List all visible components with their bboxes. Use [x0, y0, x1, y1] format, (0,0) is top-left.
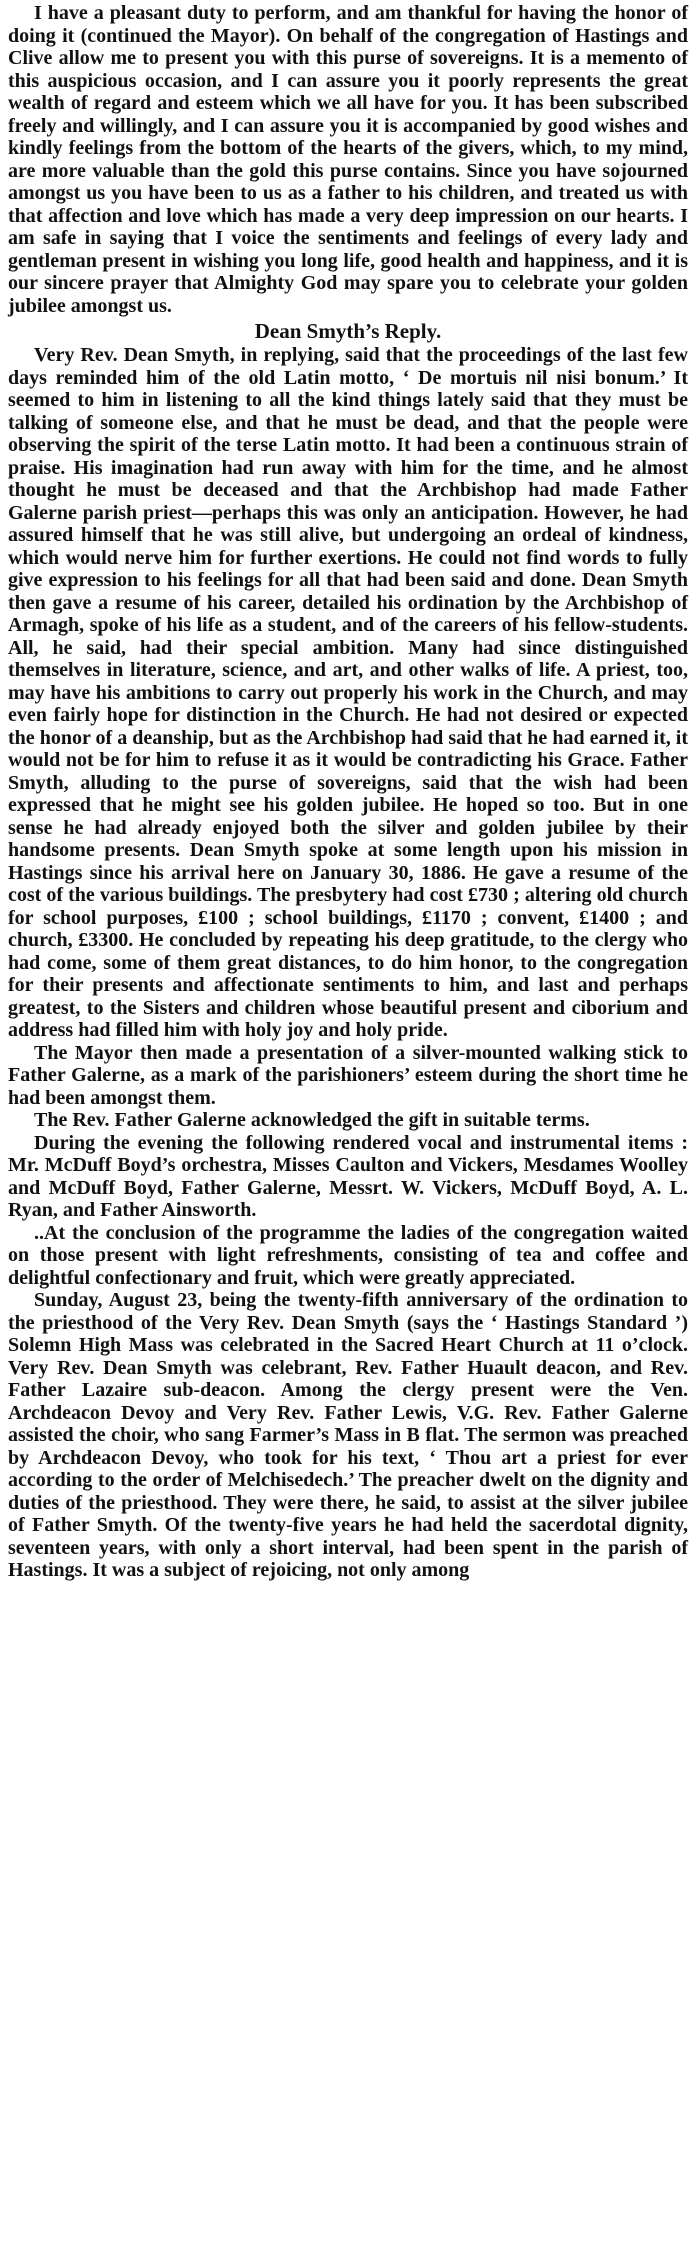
- section-heading: Dean Smyth’s Reply.: [254, 319, 442, 343]
- refreshments-paragraph: ..At the conclusion of the programme the ladies of the congregation waited on those present with light refreshments, consisting of tea and coffee and delightful confectionary and fruit, which were greatly appreciated.: [8, 1221, 688, 1289]
- walking-stick-paragraph: The Mayor then made a presentation of a silver-mounted walking stick to Father Galerne, as a mark of the parishioners’ esteem during the short time he had been amongst them.: [8, 1041, 688, 1109]
- galerne-acknowledgement-paragraph: The Rev. Father Galerne acknowledged the gift in suitable terms.: [34, 1109, 590, 1131]
- dean-reply-paragraph: Very Rev. Dean Smyth, in replying, said that the proceedings of the last few days reminded him of the old Latin motto, ‘ De mortuis nil nisi bonum.’ It seemed to him in listening to all the kind things lately said that they must be talking of someone else, and that he must be dead, and that the people were observing the spirit of the terse Latin motto. It had been a continuous strain of praise. His imagination had run away with him for the time, and he almost thought he must be deceased and that the Archbishop had made Father Galerne parish priest—perhaps this was only an anticipation. However, he had assured himself that he was still alive, but undergoing an ordeal of kindness, which would nerve him for further exertions. He could not find words to fully give expression to his feelings for all that had been said and done. Dean Smyth then gave a resume of his career, detailed his ordination by the Archbishop of Armagh, spoke of his life as a student, and of the careers of his fellow-students. All, he said, had their special ambition. Many had since distinguished themselves in literature, science, and art, and other walks of life. A priest, too, may have his ambitions to carry out properly his work in the Church, and may even fairly hope for distinction in the Church. He had not desired or expected the honor of a deanship, but as the Archbishop had said that he had earned it, it would not be for him to refuse it as it would be contradicting his Grace. Father Smyth, alluding to the purse of sovereigns, said that the wish had been expressed that he might see his golden jubilee. He hoped so too. But in one sense he had already enjoyed both the silver and golden jubilee by their handsome presents. Dean Smyth spoke at some length upon his mission in Hastings since his arrival here on January 30, 1886. He gave a resume of the cost of the various buildings. The presbytery had cost £730 ; altering old church for school purposes, £100 ; school buildings, £1170 ; convent, £1400 ; and church, £3300. He concluded by repeating his deep gratitude, to the clergy who had come, some of them great distances, to do him honor, to the congregation for their presents and affectionate sentiments to him, and last and perhaps greatest, to the Sisters and children whose beautiful present and ciborium and address had filled him with holy joy and holy pride.: [8, 344, 688, 1041]
- sunday-mass-paragraph: Sunday, August 23, being the twenty-fifth anniversary of the ordination to the priesthood of the Very Rev. Dean Smyth (says the ‘ Hastings Standard ’) Solemn High Mass was celebrated in the Sacred Heart Church at 11 o’clock. Very Rev. Dean Smyth was celebrant, Rev. Father Huault deacon, and Rev. Father Lazaire sub-deacon. Among the clergy present were the Ven. Archdeacon Devoy and Very Rev. Father Lewis, V.G. Rev. Father Galerne assisted the choir, who sang Farmer’s Mass in B flat. The sermon was preached by Archdeacon Devoy, who took for his text, ‘ Thou art a priest for ever according to the order of Melchisedech.’ The preacher dwelt on the dignity and duties of the priesthood. They were there, he said, to assist at the silver jubilee of Father Smyth. Of the twenty-five years he had held the sacerdotal dignity, seventeen years, with only a short interval, had been spent in the parish of Hastings. It was a subject of rejoicing, not only among: [8, 1289, 688, 1581]
- mayor-speech-paragraph: I have a pleasant duty to perform, and am thankful for having the honor of doing it (continued the Mayor). On behalf of the congregation of Hastings and Clive allow me to present you with this purse of sovereigns. It is a memento of this auspicious occasion, and I can assure you it poorly represents the great wealth of regard and esteem which we all have for you. It has been subscribed freely and willingly, and I can assure you it is accompanied by good wishes and kindly feelings from the bottom of the hearts of the givers, which, to my mind, are more valuable than the gold this purse contains. Since you have sojourned amongst us you have been to us as a father to his children, and treated us with that affection and love which has made a very deep impression on our hearts. I am safe in saying that I voice the sentiments and feelings of every lady and gentleman present in wishing you long life, good health and happiness, and it is our sincere prayer that Almighty God may spare you to celebrate your golden jubilee amongst us.: [8, 2, 688, 317]
- evening-items-paragraph: During the evening the following rendered vocal and instrumental items : Mr. McDuff Boyd’s orchestra, Misses Caulton and Vickers, Mesdames Woolley and McDuff Boyd, Father Galerne, Messrt. W. Vickers, McDuff Boyd, A. L. Ryan, and Father Ainsworth.: [8, 1131, 688, 1221]
